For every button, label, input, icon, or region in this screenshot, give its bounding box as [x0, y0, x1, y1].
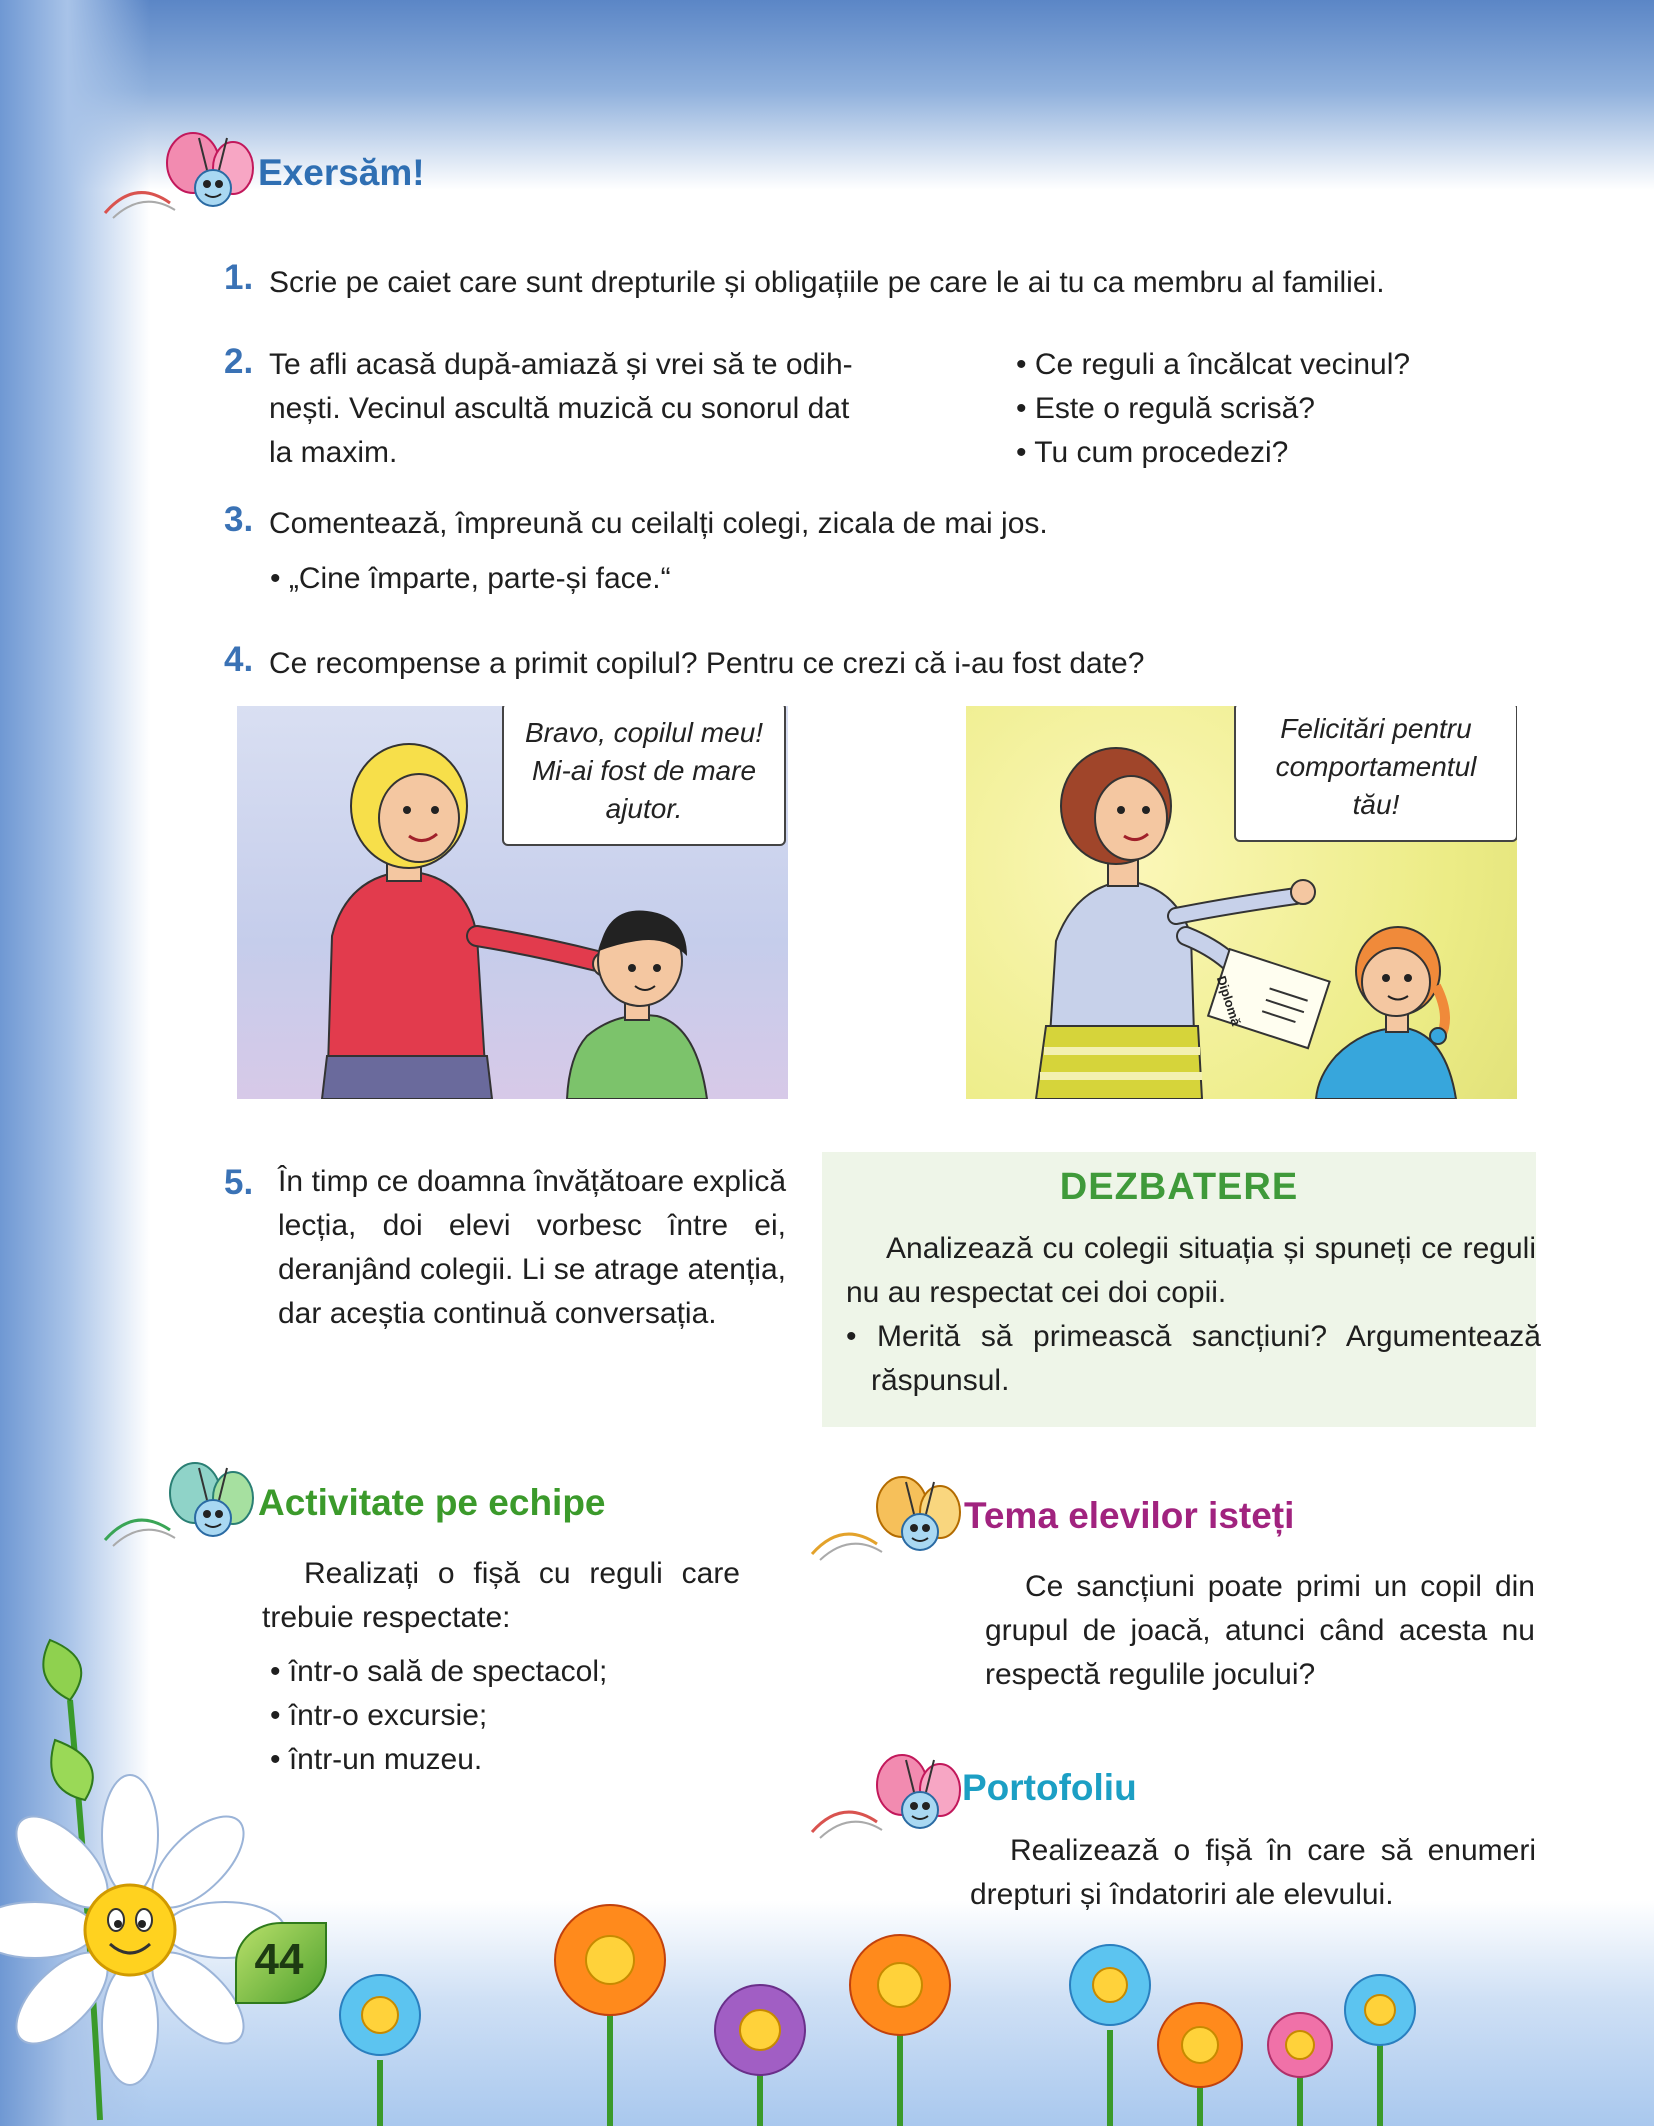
bubble-line: ajutor. — [605, 793, 683, 824]
exercise-number-1: 1. — [224, 258, 254, 297]
activitate-intro: Realizați o fișă cu reguli care trebuie respectate: — [262, 1557, 740, 1634]
bubble-line: Felicitări pentru — [1280, 713, 1472, 744]
dezbatere-bullet: • Merită să primească sancțiuni? Argumentează răspunsul. — [846, 1320, 1541, 1397]
question-item: • Tu cum procedezi? — [1016, 436, 1289, 469]
list-item: • într-un muzeu. — [270, 1743, 483, 1776]
dezbatere-title: DEZBATERE — [1059, 1166, 1299, 1208]
speech-bubble-right — [1234, 706, 1517, 842]
exercise-2-line: la maxim. — [269, 436, 398, 469]
butterfly-mascot-icon — [95, 118, 255, 228]
illustration-mother-praising-boy — [237, 706, 788, 1099]
exercise-2-line: nești. Vecinul ascultă muzică cu sonorul dat — [269, 392, 850, 425]
section-title-exersam: Exersăm! — [258, 152, 425, 193]
dezbatere-paragraph: Analizează cu colegii situația și spuneți ce reguli nu au respectat cei doi copii. — [846, 1232, 1536, 1309]
bubble-line: Mi-ai fost de mare — [531, 755, 757, 786]
exercise-number-5: 5. — [224, 1163, 254, 1202]
exercise-3-quote: • „Cine împarte, parte-și face.“ — [270, 562, 671, 595]
tema-text: Ce sancțiuni poate primi un copil din grupul de joacă, atunci când acesta nu respectă regulile jocului? — [985, 1570, 1535, 1691]
exercise-3-text: Comentează, împreună cu ceilalți colegi, zicala de mai jos. — [269, 507, 1048, 540]
bubble-line: tău! — [1352, 789, 1400, 820]
exercise-5-text: În timp ce doamna învățătoare explică lecția, doi elevi vorbesc între ei, deranjând colegii. Li se atrage atenția, dar aceștia continuă conversația. — [278, 1165, 786, 1330]
exercise-number-4: 4. — [224, 640, 254, 679]
flower-decoration-stems — [0, 1620, 1654, 2126]
section-title-activitate: Activitate pe echipe — [258, 1482, 606, 1523]
exercise-number-2: 2. — [224, 342, 254, 381]
question-item: • Este o regulă scrisă? — [1016, 392, 1315, 425]
butterfly-mascot-icon — [802, 1462, 962, 1572]
exercise-2-line: Te afli acasă după-amiază și vrei să te odih- — [269, 348, 853, 381]
exercise-2-questions — [1016, 343, 1536, 475]
sun-face-icon — [82, 1882, 178, 1978]
bubble-line: comportamentul — [1275, 751, 1477, 782]
diploma-label: Diplomă — [1213, 974, 1244, 1028]
exercise-2-text — [269, 343, 929, 475]
section-title-tema: Tema elevilor isteți — [964, 1495, 1295, 1536]
speech-bubble-left — [502, 706, 786, 846]
section-title-portofoliu: Portofoliu — [962, 1767, 1137, 1808]
list-item: • într-o sală de spectacol; — [270, 1655, 608, 1688]
question-item: • Ce reguli a încălcat vecinul? — [1016, 348, 1411, 381]
butterfly-mascot-icon — [95, 1448, 255, 1558]
illustration-mother-giving-diploma — [966, 706, 1517, 1099]
exercise-number-3: 3. — [224, 500, 254, 539]
flower-icon — [340, 1975, 420, 2055]
dezbatere-box — [822, 1152, 1541, 1427]
page-number: 44 — [254, 1935, 304, 1984]
exercise-1-text: Scrie pe caiet care sunt drepturile și obligațiile pe care le ai tu ca membru al familiei. — [269, 266, 1385, 299]
exercise-4-text: Ce recompense a primit copilul? Pentru ce crezi că i-au fost date? — [269, 647, 1145, 680]
bubble-line: Bravo, copilul meu! — [524, 717, 764, 748]
list-item: • într-o excursie; — [270, 1699, 488, 1732]
portofoliu-text: Realizează o fișă în care să enumeri drepturi și îndatoriri ale elevului. — [970, 1834, 1536, 1911]
